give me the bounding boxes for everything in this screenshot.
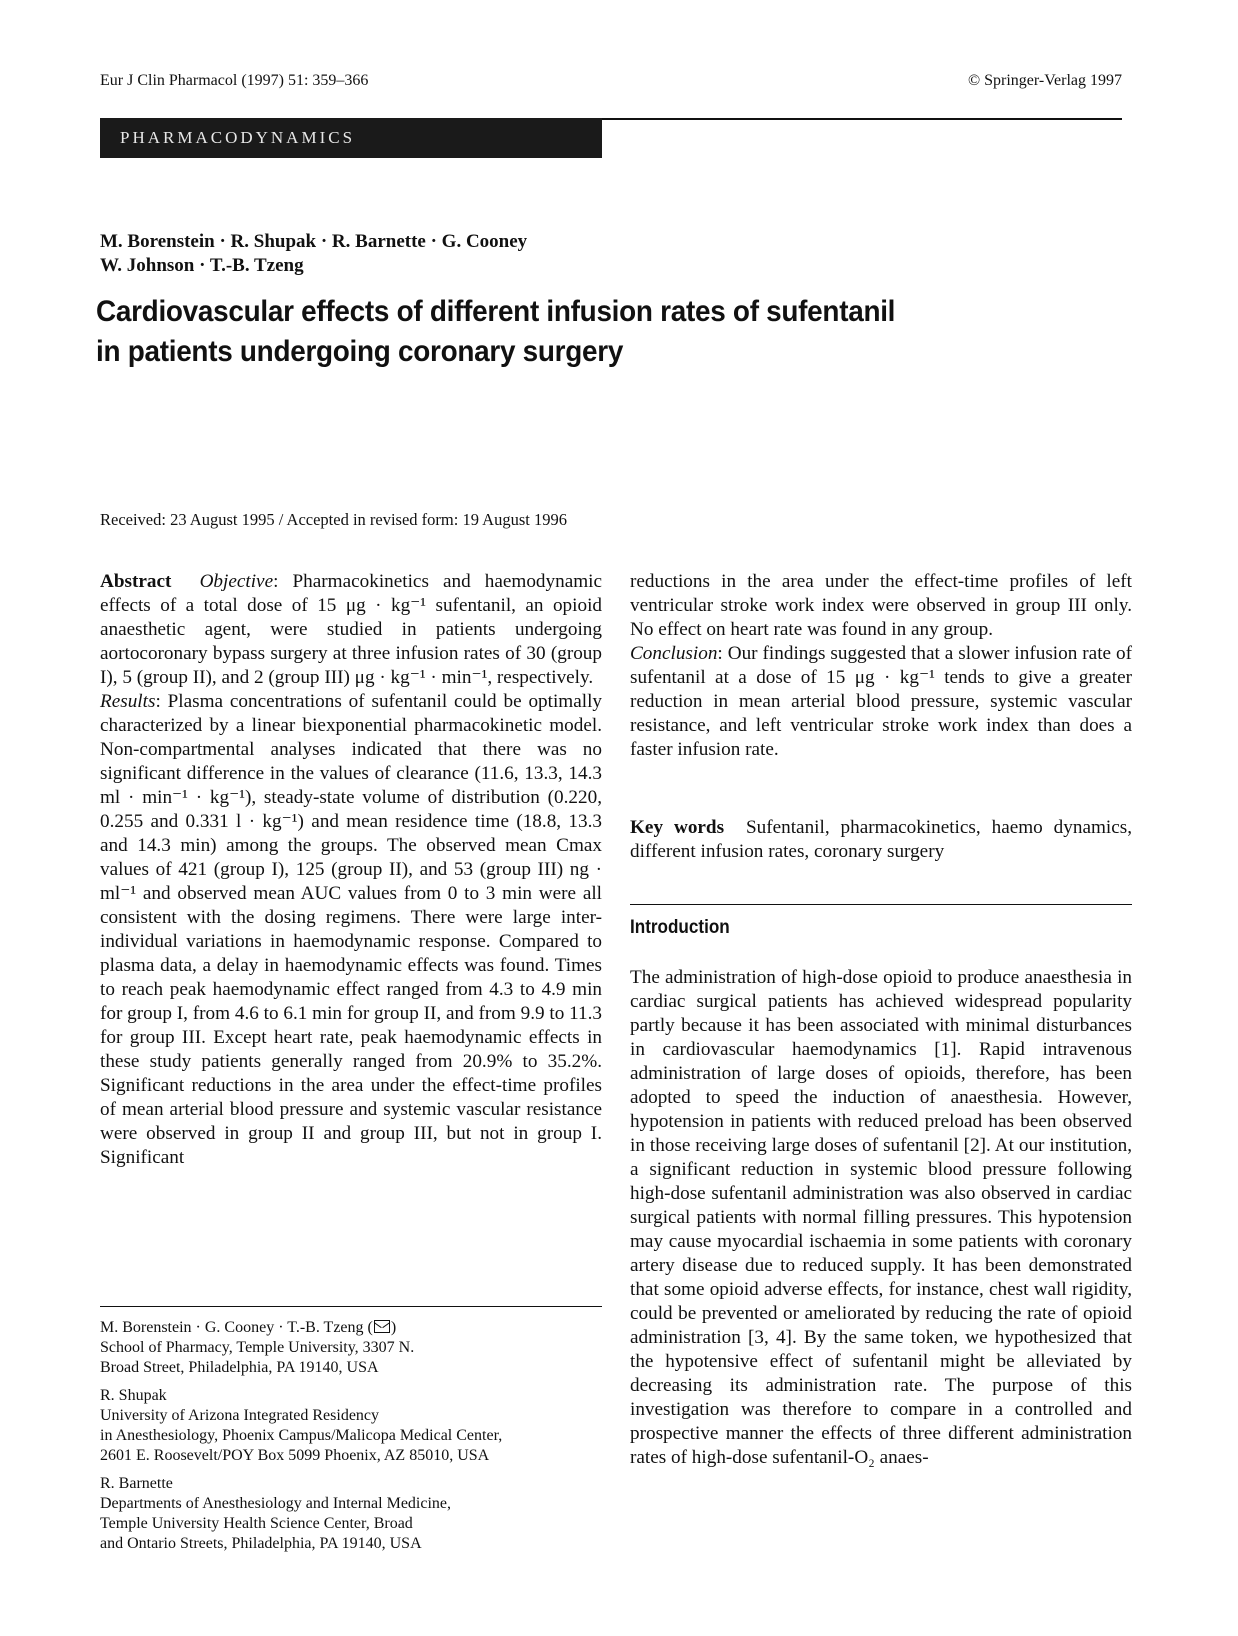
affiliation-line: Broad Street, Philadelphia, PA 19140, USA	[100, 1359, 379, 1376]
section-rule	[630, 904, 1132, 905]
abstract-conclusion	[630, 642, 1132, 762]
affiliation-2-name: R. Shupak	[100, 1387, 167, 1404]
affiliation-1-name-end: )	[390, 1319, 397, 1336]
affiliation-3-name: R. Barnette	[100, 1475, 173, 1492]
affiliation-line: Temple University Health Science Center, Broad	[100, 1515, 413, 1532]
keywords	[630, 816, 1132, 864]
header-rule	[602, 118, 1122, 120]
abstract-results	[100, 690, 602, 1170]
results-continued: reductions in the area under the effect-time profiles of left ventricular stroke work index were observed in group III only. No effect on heart rate was found in any group.	[630, 571, 1132, 640]
received-dates: Received: 23 August 1995 / Accepted in revised form: 19 August 1996	[100, 510, 567, 529]
affiliation-1	[100, 1318, 602, 1378]
author-list	[100, 230, 527, 278]
envelope-icon	[374, 1320, 390, 1333]
journal-citation: Eur J Clin Pharmacol (1997) 51: 359–366	[100, 72, 369, 89]
author-line-2: W. Johnson · T.-B. Tzeng	[100, 255, 304, 276]
conclusion-text: : Our findings suggested that a slower infusion rate of sufentanil at a dose of 15 μg · kg⁻¹ tends to give a greater reduction in mean arterial blood pressure, systemic vascular resistance, and left ventricular stroke work index than does a faster infusion rate.	[630, 643, 1132, 760]
abstract-objective	[100, 570, 602, 690]
affiliation-line: 2601 E. Roosevelt/POY Box 5099 Phoenix, AZ 85010, USA	[100, 1447, 490, 1464]
abstract-label: Abstract	[100, 571, 172, 592]
results-text: : Plasma concentrations of sufentanil could be optimally characterized by a linear biexponential pharmacokinetic model. Non-compartmental analyses indicated that there was no significant difference in the values of clearance (11.6, 13.3, 14.3 ml · min⁻¹ · kg⁻¹), steady-state volume of distribution (0.220, 0.255 and 0.331 l · kg⁻¹) and mean residence time (18.8, 13.3 and 14.3 min) among the groups. The observed mean Cmax values of 421 (group I), 125 (group II), and 53 (group III) ng · ml⁻¹ and observed mean AUC values from 0 to 3 min were all consistent with the dosing regimens. There were large inter-individual variations in haemodynamic response. Compared to plasma data, a delay in haemodynamic effects was found. Times to reach peak haemodynamic effect ranged from 4.3 to 4.9 min for group I, from 4.6 to 6.1 min for group II, and from 9.9 to 11.3 for group III. Except heart rate, peak haemodynamic effects in these study patients generally ranged from 20.9% to 35.2%. Significant reductions in the area under the effect-time profiles of mean arterial blood pressure and systemic vascular resistance were observed in group II and group III, but not in group I. Significant	[100, 691, 602, 1168]
affiliation-2	[100, 1386, 602, 1466]
affiliation-1-name: M. Borenstein · G. Cooney · T.-B. Tzeng (	[100, 1319, 373, 1336]
objective-label: Objective	[199, 571, 274, 592]
affiliation-line: and Ontario Streets, Philadelphia, PA 19140, USA	[100, 1535, 422, 1552]
affiliations	[100, 1318, 602, 1562]
affiliation-line: University of Arizona Integrated Residency	[100, 1407, 380, 1424]
abstract-column-left	[100, 570, 602, 1170]
title-line-1: Cardiovascular effects of different infusion rates of sufentanil	[96, 295, 896, 328]
results-label: Results	[100, 691, 156, 712]
title-line-2: in patients undergoing coronary surgery	[96, 335, 624, 368]
introduction-heading: Introduction	[630, 917, 730, 938]
author-line-1: M. Borenstein · R. Shupak · R. Barnette · G. Cooney	[100, 231, 528, 252]
article-title	[96, 292, 1063, 372]
footnote-rule	[100, 1306, 602, 1307]
keywords-text: Sufentanil, pharmacokinetics, haemo dynamics, different infusion rates, coronary surgery	[630, 817, 1133, 862]
copyright: © Springer-Verlag 1997	[967, 72, 1122, 89]
section-band: PHARMACODYNAMICS	[100, 118, 602, 158]
affiliation-line: School of Pharmacy, Temple University, 3307 N.	[100, 1339, 415, 1356]
affiliation-line: Departments of Anesthesiology and Internal Medicine,	[100, 1495, 452, 1512]
conclusion-label: Conclusion	[630, 643, 718, 664]
keywords-label: Key words	[630, 817, 725, 838]
introduction-text: The administration of high-dose opioid to produce anaesthesia in cardiac surgical patients has achieved widespread popularity partly because it has been associated with minimal disturbances in cardiovascular haemodynamics [1]. Rapid intravenous administration of large doses of opioids, therefore, has been adopted to speed the induction of anaesthesia. However, hypotension in patients with reduced preload has been observed in those receiving large doses of sufentanil [2]. At our institution, a significant reduction in systemic blood pressure following high-dose sufentanil administration was also observed in cardiac surgical patients with normal filling pressures. This hypotension may cause myocardial ischaemia in some patients with coronary artery disease due to reduced supply. It has been demonstrated that some opioid adverse effects, for instance, chest wall rigidity, could be prevented or ameliorated by reducing the rate of opioid administration [3, 4]. By the same token, we hypothesized that the hypotensive effect of sufentanil might be alleviated by decreasing its administration rate. The purpose of this investigation was therefore to compare in a controlled and prospective manner the effects of three different administration rates of high-dose sufentanil-O₂ anaes-	[630, 967, 1132, 1468]
abstract-column-right	[630, 570, 1132, 762]
affiliation-3	[100, 1474, 602, 1554]
affiliation-line: in Anesthesiology, Phoenix Campus/Malicopa Medical Center,	[100, 1427, 503, 1444]
objective-text: : Pharmacokinetics and haemodynamic effects of a total dose of 15 μg · kg⁻¹ sufentanil, an opioid anaesthetic agent, were studied in patients undergoing aortocoronary bypass surgery at three infusion rates of 30 (group I), 5 (group II), and 2 (group III) μg · kg⁻¹ · min⁻¹, respectively.	[100, 571, 602, 688]
